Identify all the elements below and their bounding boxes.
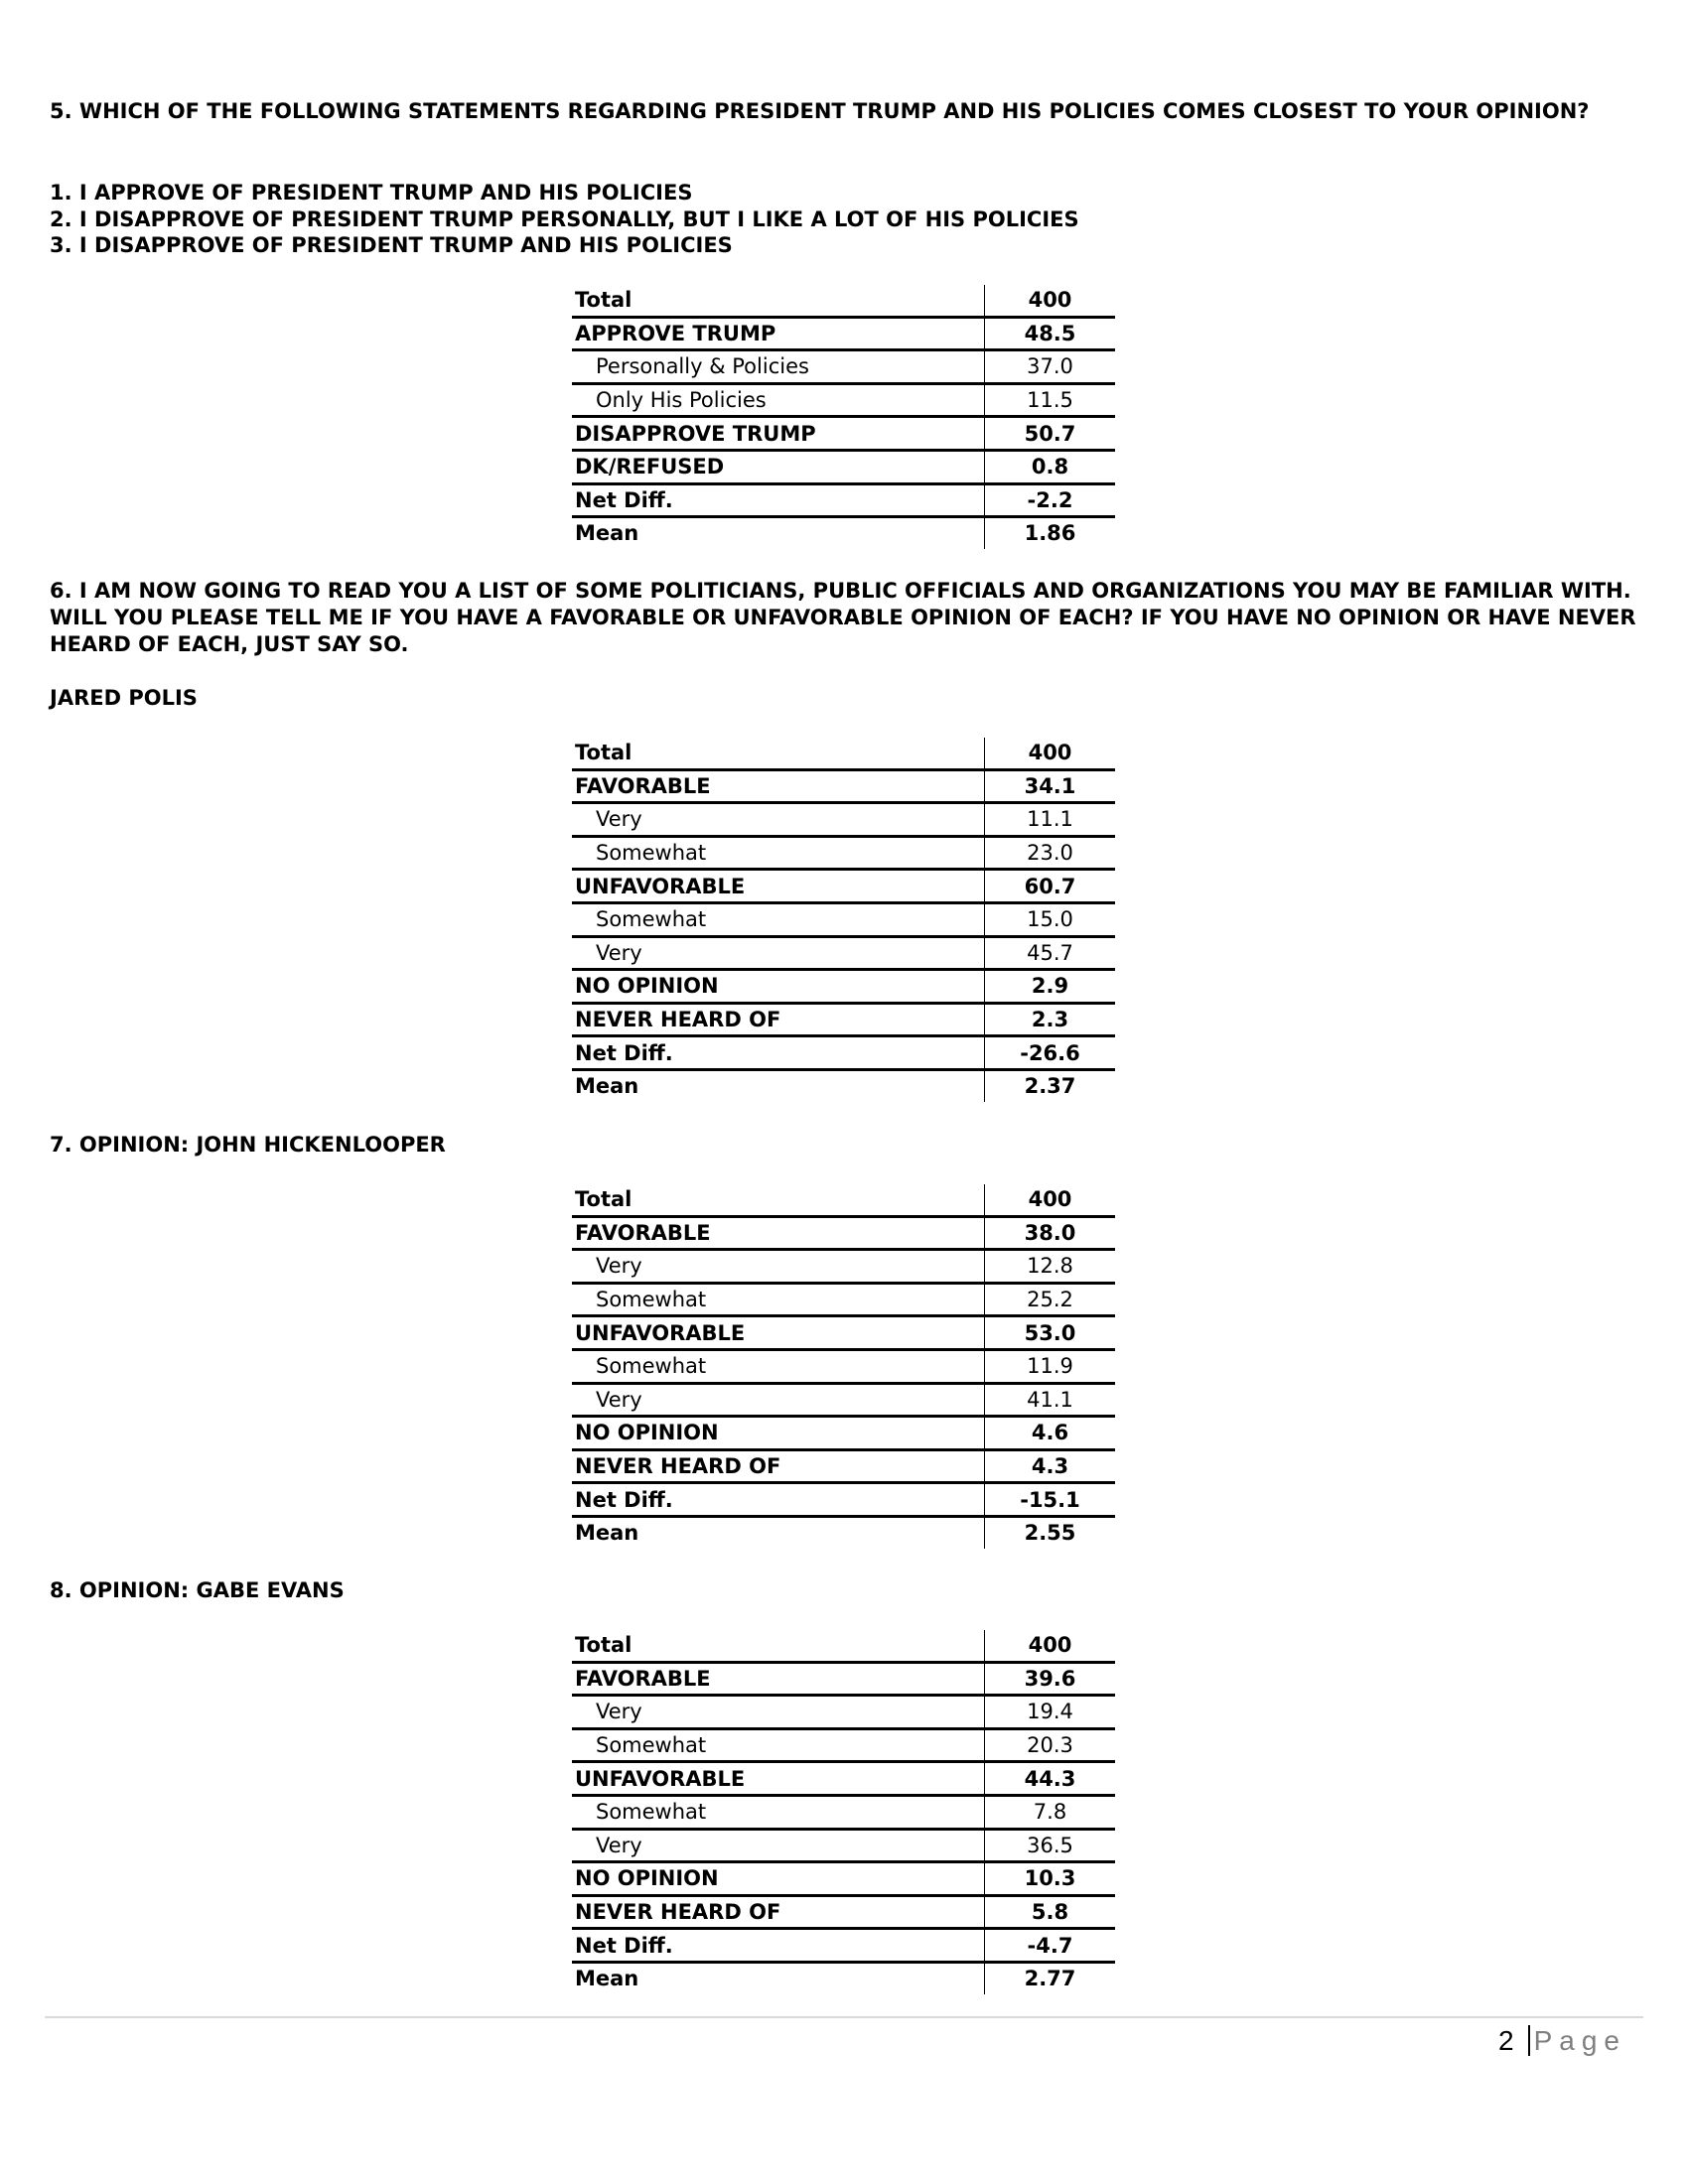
table-row bbox=[572, 1316, 1115, 1350]
table-row bbox=[572, 1283, 1115, 1316]
row-label: Total bbox=[572, 1630, 985, 1662]
q6-table bbox=[572, 738, 1115, 1102]
table-row bbox=[572, 517, 1115, 549]
row-label: Net Diff. bbox=[572, 1483, 985, 1517]
table-row bbox=[572, 317, 1115, 350]
row-value: 45.7 bbox=[985, 936, 1116, 970]
table-row bbox=[572, 1184, 1115, 1216]
row-value: 38.0 bbox=[985, 1216, 1116, 1250]
row-label: Net Diff. bbox=[572, 483, 985, 517]
table-row bbox=[572, 1696, 1115, 1729]
row-value: 36.5 bbox=[985, 1829, 1116, 1862]
table-row bbox=[572, 870, 1115, 903]
q6-subject: JARED POLIS bbox=[50, 686, 198, 710]
q5-option-3: 3. I DISAPPROVE OF PRESIDENT TRUMP AND HIS POLICIES bbox=[50, 233, 733, 257]
row-value: 39.6 bbox=[985, 1662, 1116, 1696]
row-value: 400 bbox=[985, 285, 1116, 317]
table-row bbox=[572, 1036, 1115, 1070]
table-row bbox=[572, 450, 1115, 483]
row-label: FAVORABLE bbox=[572, 1662, 985, 1696]
row-label: Somewhat bbox=[572, 836, 985, 870]
row-label: NEVER HEARD OF bbox=[572, 1895, 985, 1929]
row-label: Net Diff. bbox=[572, 1036, 985, 1070]
row-value: 10.3 bbox=[985, 1862, 1116, 1896]
row-value: 5.8 bbox=[985, 1895, 1116, 1929]
row-label: Very bbox=[572, 936, 985, 970]
row-value: 12.8 bbox=[985, 1250, 1116, 1284]
row-value: 400 bbox=[985, 1630, 1116, 1662]
table-row bbox=[572, 1417, 1115, 1450]
table-row bbox=[572, 1829, 1115, 1862]
row-label: NEVER HEARD OF bbox=[572, 1449, 985, 1483]
row-label: Somewhat bbox=[572, 902, 985, 936]
row-value: 11.9 bbox=[985, 1349, 1116, 1383]
row-label: Somewhat bbox=[572, 1795, 985, 1829]
row-label: NO OPINION bbox=[572, 1417, 985, 1450]
table-row bbox=[572, 803, 1115, 837]
row-value: 2.55 bbox=[985, 1516, 1116, 1548]
row-label: Somewhat bbox=[572, 1283, 985, 1316]
table-row bbox=[572, 483, 1115, 517]
page-label: Page bbox=[1533, 2025, 1626, 2056]
row-value: 4.6 bbox=[985, 1417, 1116, 1450]
table-row bbox=[572, 1349, 1115, 1383]
table-row bbox=[572, 1929, 1115, 1963]
table-row bbox=[572, 1383, 1115, 1417]
q5-options bbox=[50, 180, 1079, 259]
table-row bbox=[572, 1662, 1115, 1696]
table-row bbox=[572, 1795, 1115, 1829]
row-value: 7.8 bbox=[985, 1795, 1116, 1829]
row-label: Only His Policies bbox=[572, 383, 985, 417]
row-label: Very bbox=[572, 1829, 985, 1862]
row-value: 48.5 bbox=[985, 317, 1116, 350]
q8-table bbox=[572, 1630, 1115, 1994]
table-row bbox=[572, 936, 1115, 970]
row-label: Somewhat bbox=[572, 1728, 985, 1762]
row-value: 2.3 bbox=[985, 1003, 1116, 1036]
page-number-value: 2 bbox=[1498, 2025, 1514, 2056]
row-value: 11.1 bbox=[985, 803, 1116, 837]
row-label: UNFAVORABLE bbox=[572, 870, 985, 903]
row-label: Mean bbox=[575, 521, 639, 546]
table-row bbox=[572, 970, 1115, 1004]
table-row bbox=[572, 1862, 1115, 1896]
table-row bbox=[572, 769, 1115, 803]
row-label: Total bbox=[572, 1184, 985, 1216]
row-value: 25.2 bbox=[985, 1283, 1116, 1316]
row-value: 19.4 bbox=[985, 1696, 1116, 1729]
table-row bbox=[572, 1962, 1115, 1993]
table-row bbox=[572, 836, 1115, 870]
table-row bbox=[572, 1069, 1115, 1101]
row-label: Personally & Policies bbox=[572, 350, 985, 384]
row-label: UNFAVORABLE bbox=[572, 1762, 985, 1796]
row-value: 50.7 bbox=[985, 417, 1116, 451]
table-row bbox=[572, 417, 1115, 451]
row-value: 2.9 bbox=[985, 970, 1116, 1004]
row-label: APPROVE TRUMP bbox=[572, 317, 985, 350]
row-label: DISAPPROVE TRUMP bbox=[572, 417, 985, 451]
table-row bbox=[572, 902, 1115, 936]
row-label: NO OPINION bbox=[572, 970, 985, 1004]
row-label: Total bbox=[572, 738, 985, 769]
q7-table bbox=[572, 1184, 1115, 1549]
table-row bbox=[572, 738, 1115, 769]
row-label: Very bbox=[572, 1250, 985, 1284]
q5-table bbox=[572, 285, 1115, 549]
row-value: 0.8 bbox=[985, 450, 1116, 483]
table-row bbox=[572, 1216, 1115, 1250]
q7-question: 7. OPINION: JOHN HICKENLOOPER bbox=[50, 1133, 446, 1157]
row-label: FAVORABLE bbox=[572, 1216, 985, 1250]
table-row bbox=[572, 1630, 1115, 1662]
row-value: 11.5 bbox=[985, 383, 1116, 417]
row-label: DK/REFUSED bbox=[572, 450, 985, 483]
table-row bbox=[572, 1762, 1115, 1796]
row-value: 23.0 bbox=[985, 836, 1116, 870]
row-value: 400 bbox=[985, 738, 1116, 769]
row-value: 44.3 bbox=[985, 1762, 1116, 1796]
row-label: Very bbox=[572, 1383, 985, 1417]
table-row bbox=[572, 1728, 1115, 1762]
row-label: NEVER HEARD OF bbox=[572, 1003, 985, 1036]
row-value: -4.7 bbox=[985, 1929, 1116, 1963]
q8-question: 8. OPINION: GABE EVANS bbox=[50, 1578, 345, 1602]
row-value: 2.37 bbox=[985, 1069, 1116, 1101]
row-value: 20.3 bbox=[985, 1728, 1116, 1762]
q5-option-1: 1. I APPROVE OF PRESIDENT TRUMP AND HIS POLICIES bbox=[50, 181, 693, 205]
row-label: Total bbox=[572, 285, 985, 317]
table-row bbox=[572, 285, 1115, 317]
row-label: Mean bbox=[575, 1074, 639, 1099]
row-value: 60.7 bbox=[985, 870, 1116, 903]
row-value: -26.6 bbox=[985, 1036, 1116, 1070]
table-row bbox=[572, 1003, 1115, 1036]
table-row bbox=[572, 1895, 1115, 1929]
q6-question: 6. I AM NOW GOING TO READ YOU A LIST OF SOME POLITICIANS, PUBLIC OFFICIALS AND ORGANIZATIONS YOU MAY BE FAMILIAR WITH. WILL YOU PLEASE TELL ME IF YOU HAVE A FAVORABLE OR UNFAVORABLE OPINION OF EACH? IF YOU HAVE NO OPINION OR HAVE NEVER HEARD OF EACH, JUST SAY SO. bbox=[50, 579, 1636, 656]
q5-option-2: 2. I DISAPPROVE OF PRESIDENT TRUMP PERSONALLY, BUT I LIKE A LOT OF HIS POLICIES bbox=[50, 206, 1079, 231]
table-row bbox=[572, 350, 1115, 384]
row-value: -2.2 bbox=[985, 483, 1116, 517]
table-row bbox=[572, 1250, 1115, 1284]
table-row bbox=[572, 1483, 1115, 1517]
table-row bbox=[572, 1449, 1115, 1483]
row-label: Very bbox=[572, 1696, 985, 1729]
row-value: 41.1 bbox=[985, 1383, 1116, 1417]
row-label: Mean bbox=[575, 1521, 639, 1546]
row-value: 37.0 bbox=[985, 350, 1116, 384]
row-value: -15.1 bbox=[985, 1483, 1116, 1517]
page-number bbox=[1498, 2025, 1626, 2057]
row-value: 1.86 bbox=[985, 517, 1116, 549]
row-value: 34.1 bbox=[985, 769, 1116, 803]
row-value: 53.0 bbox=[985, 1316, 1116, 1350]
row-label: Mean bbox=[575, 1967, 639, 1991]
row-label: Net Diff. bbox=[572, 1929, 985, 1963]
row-label: NO OPINION bbox=[572, 1862, 985, 1896]
footer-divider bbox=[45, 2016, 1643, 2018]
row-label: Somewhat bbox=[572, 1349, 985, 1383]
table-row bbox=[572, 1516, 1115, 1548]
row-value: 15.0 bbox=[985, 902, 1116, 936]
row-label: FAVORABLE bbox=[572, 769, 985, 803]
row-label: UNFAVORABLE bbox=[572, 1316, 985, 1350]
q5-question: 5. WHICH OF THE FOLLOWING STATEMENTS REGARDING PRESIDENT TRUMP AND HIS POLICIES COMES CLOSEST TO YOUR OPINION? bbox=[50, 99, 1590, 123]
table-row bbox=[572, 383, 1115, 417]
row-value: 400 bbox=[985, 1184, 1116, 1216]
row-value: 4.3 bbox=[985, 1449, 1116, 1483]
row-label: Very bbox=[572, 803, 985, 837]
row-value: 2.77 bbox=[985, 1962, 1116, 1993]
